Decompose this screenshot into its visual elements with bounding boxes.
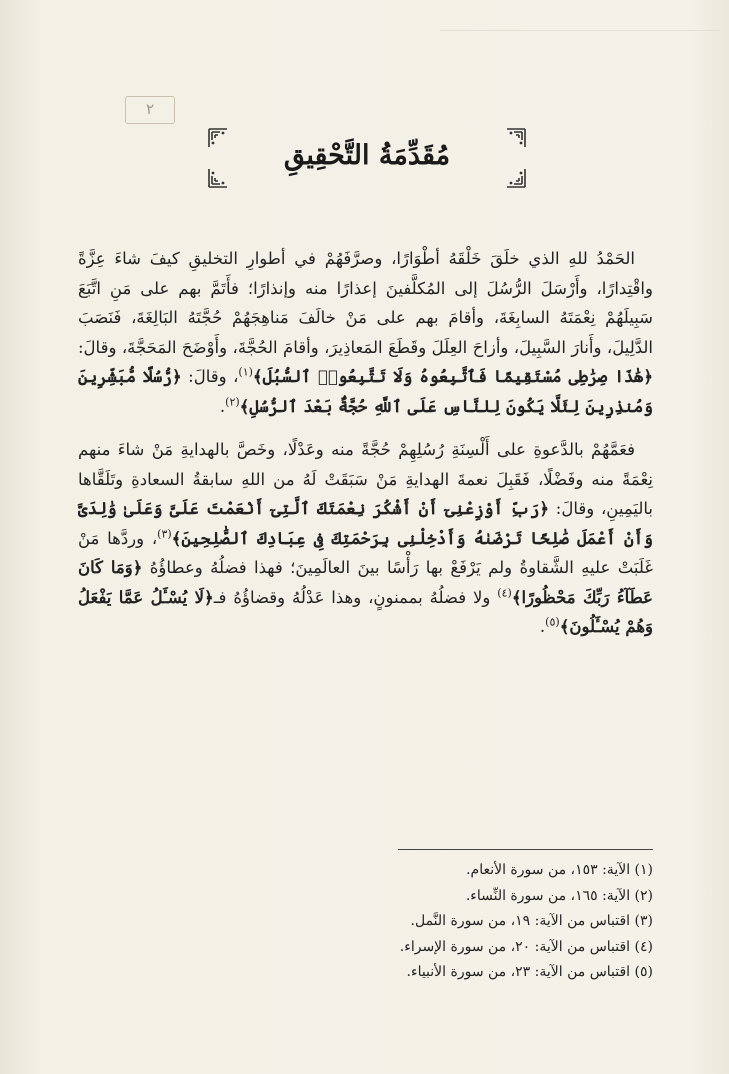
- footnote-ref[interactable]: (٥): [545, 615, 560, 629]
- title-frame: [208, 128, 526, 188]
- footnote-item: (١) الآية: ١٥٣، من سورة الأنعام.: [466, 862, 653, 878]
- main-text: [78, 244, 653, 642]
- text-run: ، وقالَ:: [181, 367, 239, 386]
- corner-ornament-icon: [208, 168, 228, 188]
- text-run: فعَمَّهُمْ بالدَّعوةِ على أَلْسِنَةِ رُسُلِهِمْ حُجَّةً منه وعَدْلًا، وخَصَّ بالهدايةِ مَنْ شاءَ منهم نِعْمَةً منه وفَضْلًا، فَقَبِلَ نعمةَ الهدايةِ مَنْ سَبَقَتْ لَهُ من اللهِ سابقةُ السعادةِ وتَلَقَّاها باليَمِينِ، وقالَ:: [78, 440, 653, 518]
- quran-quote: ﴿لَا يُسْـَٔلُ عَمَّا يَفْعَلُ وَهُمْ يُسْـَٔلُونَ﴾: [78, 587, 653, 636]
- quran-quote: ﴿وَمَا كَانَ عَطَآءُ رَبِّكَ مَحْظُورًا﴾: [78, 558, 653, 607]
- page-number: ٢: [145, 100, 155, 118]
- page-number-frame: [125, 96, 175, 124]
- footnote-separator: [398, 849, 653, 850]
- quran-quote: ﴿هَٰذَا صِرَٰطِى مُسْتَقِيمًا فَٱتَّبِعُوهُ وَلَا تَتَّبِعُوا۟ ٱلسُّبُلَ﴾: [252, 367, 653, 386]
- footnote-item: (٢) الآية: ١٦٥، من سورة النِّساء.: [465, 887, 653, 904]
- paragraph: [78, 244, 653, 421]
- text-run: ، وردَّها مَنْ غَلَبَتْ عليهِ الشَّقاوةُ ولم يَرْفَعْ بها رَأْسًا بينَ العالَمِينَ؛ فهذا فضلُهُ وعطاؤُهُ: [78, 528, 653, 577]
- footnote-ref[interactable]: (٢): [225, 395, 240, 408]
- footnotes-list: [300, 858, 653, 986]
- footnote-item: (٣) اقتباس من الآية: ١٩، من سورة النَّمل.: [410, 913, 653, 929]
- quran-quote: ﴿رُّسُلًا مُّبَشِّرِينَ وَمُنذِرِينَ لِئَلَّا يَكُونَ لِلنَّاسِ عَلَى ٱللَّهِ حُجَّةٌۢ بَعْدَ ٱلرُّسُلِ﴾: [78, 367, 653, 416]
- paragraph: [78, 435, 653, 642]
- text-run: .: [539, 617, 546, 636]
- bleed-through-line: [440, 10, 720, 31]
- quran-quote: ﴿رَبِّ أَوْزِعْنِىٓ أَنْ أَشْكُرَ نِعْمَتَكَ ٱلَّتِىٓ أَنْعَمْتَ عَلَىَّ وَعَلَىٰ وَٰلِدَىَّ وَأَنْ أَعْمَلَ صَٰلِحًا تَرْضَىٰهُ وَأَدْخِلْنِى بِرَحْمَتِكَ فِى عِبَادِكَ ٱلصَّٰلِحِينَ﴾: [78, 499, 653, 548]
- footnote-ref[interactable]: (٤): [497, 586, 512, 599]
- footnote-item: (٥) اقتباس من الآية: ٢٣، من سورة الأنبياء.: [406, 964, 653, 980]
- text-run: ولا فضلُهُ بممنونٍ، وهذا عَدْلُهُ وقضاؤُهُ فـ: [213, 587, 498, 607]
- footnote-ref[interactable]: (٣): [157, 527, 172, 540]
- page-title: مُقَدِّمَةُ التَّحْقِيقِ: [283, 140, 451, 171]
- footnote-ref[interactable]: (١): [238, 365, 253, 379]
- corner-ornament-icon: [506, 168, 526, 188]
- text-run: .: [219, 396, 226, 416]
- footnote-item: (٤) اقتباس من الآية: ٢٠، من سورة الإسراء.: [399, 938, 653, 955]
- text-run: الحَمْدُ للهِ الذي خلَقَ خَلْقَهُ أطْوَارًا، وصرَّفَهُمْ في أطوارِ التخليقِ كيفَ شاءَ عِزَّةً واقْتِدارًا، وأَرْسَلَ الرُّسُلَ إلى المُكلَّفينَ إعذارًا منه وإنذارًا؛ فأَتَمَّ بهم على مَنِ اتَّبَعَ سَبِيلَهُمْ نِعْمَتَهُ السابِغَةَ، وأقامَ بهم على مَنْ خالَفَ مَناهِجَهُمْ حُجَّتَهُ البَالِغَةَ، فَنَصَبَ الدَّلِيلَ، وأَنارَ السَّبِيلَ، وأزاحَ العِلَلَ وقَطَعَ المَعاذِيرَ، وأقامَ الحُجَّةَ، وأَوْضَحَ المَحَجَّةَ، وقالَ:: [78, 249, 653, 357]
